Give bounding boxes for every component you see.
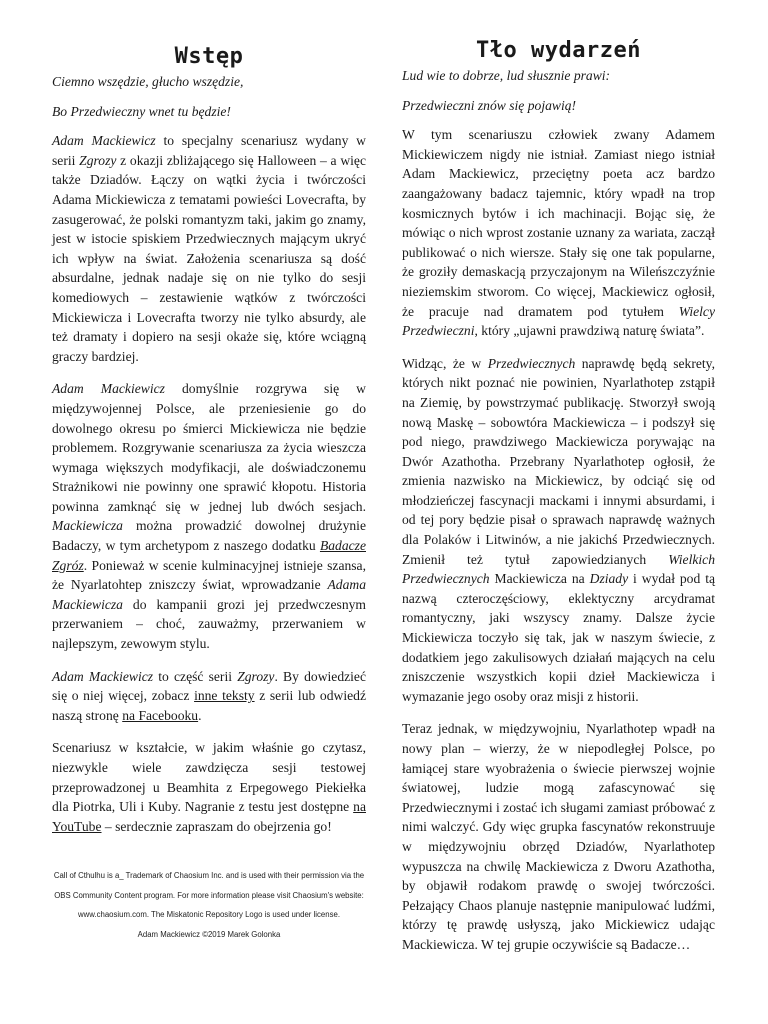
youtube-link[interactable]: na YouTube bbox=[52, 799, 366, 834]
other-texts-link[interactable]: inne teksty bbox=[194, 688, 255, 704]
intro-paragraph-2: Adam Mackiewicz domyślnie rozgrywa się w międzywojennej Polsce, ale przeniesienie go do dowolnego okresu po śmierci Mickiewicza nie będzie problemem. Rozgrywanie scenariusza za życia wieszcza wymaga większych modyfikacji, ale doświadczonemu Strażnikowi nie powinny one sprawić kłopotu. Historia powinna zamknąć się w jednej lub dwóch sesjach. Mackiewicza można prowadzić dowolnej drużynie Badaczy, w tym archetypom z naszego dodatku Badacze Zgróz. Ponieważ w scenie kulminacyjnej istnieje szansa, że Nyarlatohtep zniszczy świat, wprowadzanie Adama Mackiewicza do kampanii grozi jej przedwczesnym przerwaniem – choć, zauważmy, przerwaniem w najlepszym, zewowym stylu. bbox=[52, 381, 367, 652]
footer-line-4: Adam Mackiewicz ©2019 Marek Golonka bbox=[137, 929, 281, 939]
intro-paragraph-1: Adam Mackiewicz to specjalny scenariusz wydany w serii Zgrozy z okazji zbliżającego się Halloween – a więc także Dziadów. Łączy on wątki życia i twórczości Adama Mickiewicza z tematami powieści Lovecrafta, by zasugerować, że polski romantyzm taki, jakim go znamy, jest w istocie spiskiem Przedwiecznych mającym ukryć ich wpływ na świat. Założenia scenariusza są dość absurdalne, jednak nadaje się on nie tylko do sesji komediowych – zestawienie wątków z twórczości Mickiewicza i Lovecrafta tworzy nie tylko absurdy, ale też dramaty i dopiero na sesji okaże się, które wciągną graczy bardziej. bbox=[52, 133, 366, 364]
epigraph-line-1: Lud wie to dobrze, lud słusznie prawi: bbox=[402, 68, 611, 83]
epigraph-line-1: Ciemno wszędzie, głucho wszędzie, bbox=[52, 74, 244, 89]
right-column bbox=[402, 0, 715, 968]
facebook-link[interactable]: na Facebooku bbox=[122, 707, 199, 723]
intro-paragraph-4: Scenariusz w kształcie, w jakim właśnie go czytasz, niezwykle wiele zawdzięcza sesji testowej przeprowadzonej u Beamhita z Erpegowego Piekiełka dla Piotrka, Uli i Kuby. Nagranie z testu jest dostępne na YouTube – serdecznie zapraszam do obejrzenia go! bbox=[52, 740, 366, 834]
section-title-tlo-wydarzen: Tło wydarzeń bbox=[476, 38, 641, 63]
badacze-zgroz-link[interactable]: Badacze Zgróz bbox=[52, 538, 366, 573]
license-footer bbox=[52, 866, 366, 944]
section-title-wstep: Wstęp bbox=[174, 44, 244, 69]
background-paragraph-2: Widząc, że w Przedwiecznych naprawdę będą sekrety, których nikt poznać nie powinien, Nyarlathotep zstąpił na Ziemię, by powstrzymać publikację. Stworzył swoją nową Maskę – sobowtóra Mackiewicza – i podszył się pod niego, prawdziwego Mackiewicza porywając na Dwór Azathotha. Przebrany Nyarlathotep ogłosił, że zmienia nazwisko na Mickiewicz, by odciąć się od młodzieńczej fascynacji mackami i innymi absurdami, i od tej pory będzie pisał o sprawach naprawdę ważnych dla Polaków i Litwinów, a nie jakichś Przedwiecznych. Zmienił też tytuł zapowiedzianych Wielkich Przedwiecznych Mackiewicza na Dziady i wydał pod tą nazwą czteroczęściowy, eklektyczny arcydramat romantyczny, jaki wszyscy znamy. Dalsze życie Mickiewicza toczyło się tak, jak w naszym świecie, z dodatkiem jego zakulisowych działań mających na celu zniszczenie wszystkich kopii dzieł Mackiewicza i wymazanie jego osoby oraz misji z historii. bbox=[402, 355, 716, 704]
italic-title: Adam Mackiewicz bbox=[52, 133, 156, 149]
epigraph-line-2: Przedwieczni znów się pojawią! bbox=[402, 97, 577, 113]
italic-series: Zgrozy bbox=[79, 152, 117, 168]
background-paragraph-3: Teraz jednak, w międzywojniu, Nyarlathotep wpadł na nowy plan – wierzy, że w niepodległej Polsce, po łamiącej stare wyobrażenia o świecie pierwszej wojnie światowej, ludzie mogą zafascynować się Przedwiecznymi i zostać ich sługami zamiast próbować z nimi walczyć. Gdy więc grupka fascynatów rekonstruuje w międzywojniu obrzęd Dziadów, Nyarlathotep wypuszcza na chwilę Mackiewicza z Dworu Azathotha, by objawił rodakom prawdę o swojej twórczości. Pełzający Chaos planuje następnie manipulować ludźmi, którzy tę prawdę usłyszą, jako Mickiewicz udając Mackiewicza. W tej grupie oczywiście są Badacze… bbox=[402, 721, 715, 952]
background-paragraph-1: W tym scenariuszu człowiek zwany Adamem Mickiewiczem nigdy nie istniał. Zamiast niego istniał Adam Mackiewicz, przeciętny poeta acz bardzo zaangażowany badacz tajemnic, który wpadł na trop kosmicznych bytów i ich machinacji. Bojąc się, że mówiąc o nich wprost zostanie uznany za wariata, zaczął publikować o nich wiersze. Stały się one tak popularne, że groziły demaskacją przyczajonym na Wileńszczyźnie nieziemskim stworom. Co więcej, Mackiewicz ogłosił, że pracuje nad dramatem pod tytułem Wielcy Przedwieczni, który „ujawni prawdziwą naturę świata”. bbox=[402, 127, 715, 339]
footer-line-1: Call of Cthulhu is a_ Trademark of Chaosium Inc. and is used with their permission via the bbox=[53, 871, 365, 880]
footer-line-2: OBS Community Content program. For more information please visit Chaosium's website: bbox=[54, 890, 364, 900]
footer-line-3: www.chaosium.com. The Miskatonic Repository Logo is used under license. bbox=[77, 910, 341, 919]
left-column bbox=[52, 0, 366, 849]
intro-paragraph-3: Adam Mackiewicz to część serii Zgrozy. By dowiedzieć się o niej więcej, zobacz inne teksty z serii lub odwiedź naszą stronę na Facebooku. bbox=[52, 668, 366, 723]
epigraph-line-2: Bo Przedwieczny wnet tu będzie! bbox=[52, 103, 231, 119]
